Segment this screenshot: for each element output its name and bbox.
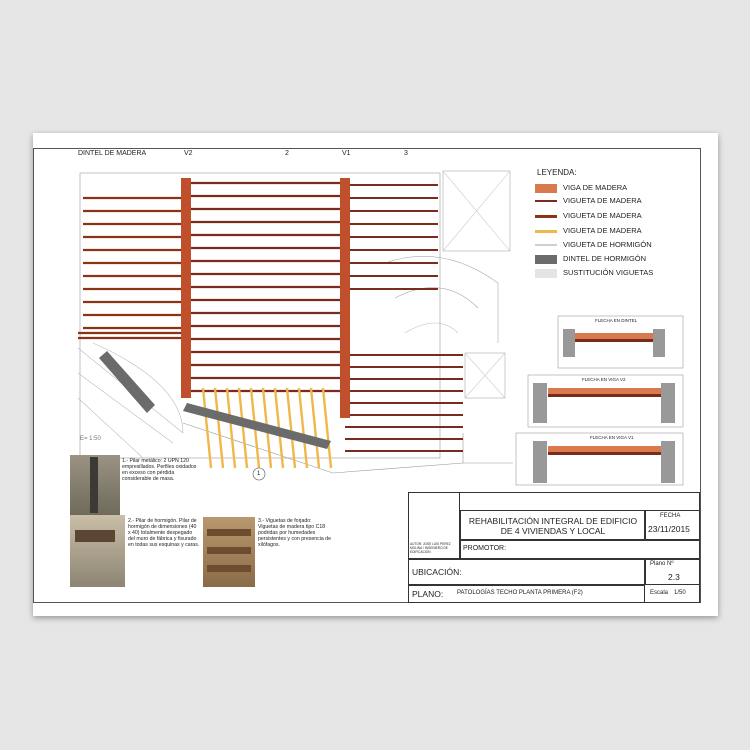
scale-value: 1/50 [674, 590, 686, 596]
note-2: 2.- Pilar de hormigón. Pilar de hormigón de dimensiones (40 x 40) totalmente despegado del muro de fábrica y fisurado en todas sus esquinas y caras. [128, 518, 200, 548]
legend-label: DINTEL DE HORMIGÓN [563, 254, 647, 263]
date-label: FECHA [660, 513, 681, 519]
beam-v1-label: V1 [342, 150, 351, 157]
plan-scale: E= 1:50 [80, 436, 101, 442]
project-title: REHABILITACIÓN INTEGRAL DE EDIFICIO DE 4 VIVIENDAS Y LOCAL [468, 516, 638, 536]
legend-item [535, 240, 665, 251]
replaced-joist [203, 388, 211, 468]
plan-number-label: Plano Nº [650, 561, 674, 567]
legend-swatch [535, 230, 557, 233]
detail-title-v1: FLECHA EN VIGA V1 [590, 435, 634, 440]
replaced-joist [287, 388, 295, 468]
legend-label: VIGUETA DE MADERA [563, 196, 642, 205]
replaced-joist [323, 388, 331, 468]
legend-label: SUSTITUCIÓN VIGUETAS [563, 268, 654, 277]
joists-left [78, 198, 181, 338]
date-value: 23/11/2015 [648, 524, 690, 534]
replaced-joist [299, 388, 307, 468]
legend-label: VIGUETA DE MADERA [563, 211, 642, 220]
beam-v2 [181, 178, 191, 398]
plan-number: 2.3 [668, 572, 680, 582]
joists-right [345, 185, 463, 451]
beam-v2-label: V2 [184, 150, 193, 157]
detail-title-dintel: FLECHA EN DINTEL [595, 318, 638, 323]
promotor-label: PROMOTOR: [463, 545, 507, 552]
legend-swatch [535, 200, 557, 202]
detail-title-v2: FLECHA EN VIGA V2 [582, 377, 626, 382]
legend-item [535, 211, 665, 222]
axis-3-label: 3 [404, 150, 408, 157]
plano-title: PATOLOGÍAS TECHO PLANTA PRIMERA (F2) [457, 590, 583, 596]
lintel-label: DINTEL DE MADERA [78, 150, 147, 157]
photo-concrete-pillar [70, 515, 125, 587]
legend-item [535, 196, 665, 207]
legend-item [535, 183, 665, 194]
legend-label: VIGUETA DE HORMIGÓN [563, 240, 652, 249]
replaced-joist [239, 388, 247, 468]
legend-swatch [535, 269, 557, 278]
photo-joists [203, 517, 255, 587]
scale-label: Escala [650, 590, 669, 596]
legend-label: VIGA DE MADERA [563, 183, 628, 192]
legend-swatch [535, 255, 557, 264]
legend-title: LEYENDA: [537, 168, 577, 177]
legend-swatch [535, 244, 557, 246]
axis-2-label: 2 [285, 150, 289, 157]
legend-label: VIGUETA DE MADERA [563, 226, 642, 235]
legend-swatch [535, 184, 557, 193]
replaced-joist [227, 388, 235, 468]
note-1: 1.- Pilar metálico: 2 UPN 120 empresillados. Perfiles oxidados en exceso con pérdida considerable de masa. [122, 458, 197, 482]
ubicacion-label: UBICACIÓN: [412, 567, 462, 577]
note-3: 3.- Viguetas de forjado: Viguetas de madera tipo C18 podridas por humedades persistentes y con presencia de xilófagos. [258, 518, 331, 548]
legend-item [535, 254, 665, 265]
replaced-joist [311, 388, 319, 468]
legend-item [535, 226, 665, 237]
beam-v1 [340, 178, 350, 418]
plano-label: PLANO: [412, 589, 444, 599]
axis-1-label: 1 [257, 471, 261, 477]
legend-swatch [535, 215, 557, 218]
photo-metal-pillar [70, 455, 120, 515]
joists-main [191, 183, 340, 391]
replaced-joist [215, 388, 223, 468]
author-text: AUTOR: JOSE LUIS PEREZ MOLINA / INGENIERO DE EDIFICACIÓN [410, 542, 451, 554]
legend-item [535, 268, 665, 279]
